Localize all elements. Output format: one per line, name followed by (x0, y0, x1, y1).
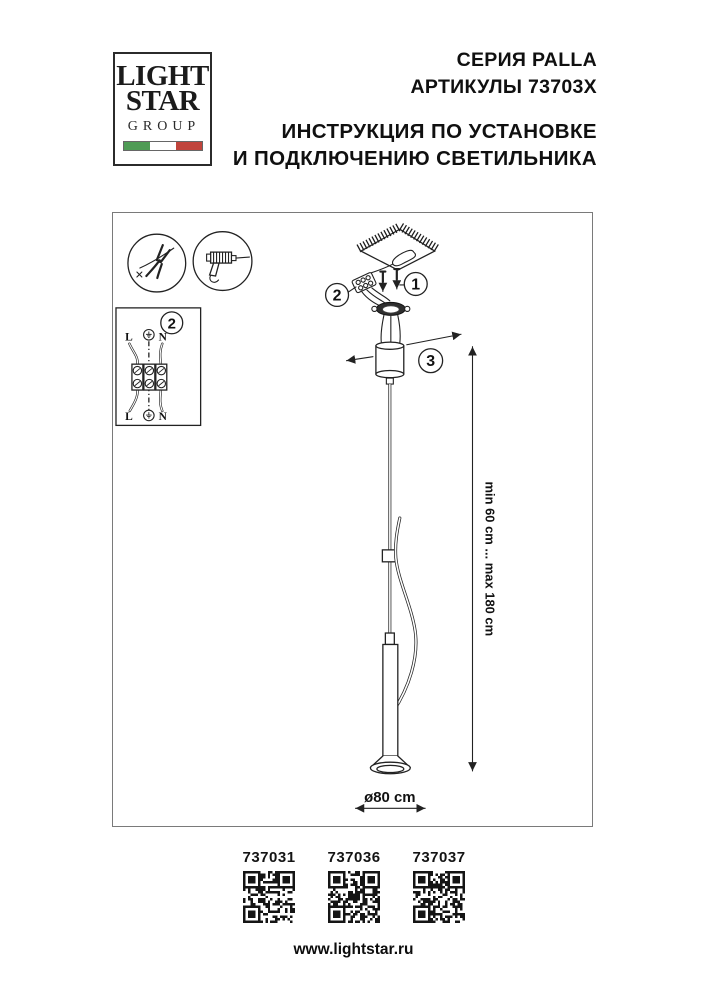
flag-white (150, 142, 176, 150)
qr-code (328, 871, 380, 923)
product-item (413, 849, 465, 923)
step-1-number: 1 (411, 276, 421, 294)
article-number: 737036 (327, 849, 381, 866)
instruction-title (233, 118, 597, 172)
height-range-label: min 60 cm ... max 180 cm (482, 481, 498, 637)
lamp-shade (370, 756, 410, 774)
instruction-title-line1: ИНСТРУКЦИЯ ПО УСТАНОВКЕ (281, 120, 597, 143)
fixing-screws (380, 269, 399, 291)
wire-label-n-top: N (158, 331, 167, 344)
product-qr-row (0, 849, 707, 923)
mounting-ring (372, 302, 410, 343)
wiring-inset (116, 308, 201, 426)
drill-icon (193, 232, 252, 291)
series-title: СЕРИЯ PALLA (456, 49, 597, 71)
product-item (328, 849, 380, 923)
flag-red (176, 142, 202, 150)
wire-label-l-bottom: L (125, 410, 133, 423)
terminal-block (132, 364, 167, 390)
installation-diagram-frame (112, 212, 593, 827)
ground-symbol-top-icon (144, 329, 155, 340)
step-2-badge (326, 283, 356, 306)
canopy-arrow-left (347, 357, 373, 361)
canopy-arrow-right (407, 334, 461, 344)
article-number: 737037 (412, 849, 466, 866)
lamp-tube (383, 633, 398, 756)
cord-adjuster (382, 550, 395, 562)
logo-word-group: GROUP (127, 119, 201, 134)
step-1-badge (400, 273, 427, 296)
step-2-number: 2 (332, 287, 342, 305)
canopy (347, 334, 462, 384)
logo-word-light: LIGHT (116, 60, 209, 92)
step-2-number-inset: 2 (167, 315, 176, 333)
mains-wire-loop (393, 250, 416, 266)
terminal-connector (352, 272, 390, 306)
website-url: www.lightstar.ru (293, 941, 414, 958)
installation-diagram (113, 213, 592, 826)
articles-title: АРТИКУЛЫ 73703X (410, 76, 597, 98)
italian-flag-icon (123, 141, 203, 151)
dimension-height (472, 347, 497, 771)
logo-word-star: STAR (125, 85, 200, 117)
product-item (243, 849, 295, 923)
instruction-title-line2: И ПОДКЛЮЧЕНИЮ СВЕТИЛЬНИКА (232, 147, 597, 170)
step-3-number: 3 (426, 353, 436, 371)
step-3-badge (419, 349, 443, 373)
qr-code (243, 871, 295, 923)
header-text (233, 47, 597, 172)
diameter-label: ø80 cm (364, 788, 416, 806)
ground-symbol-bottom-icon (144, 410, 155, 421)
wire-stripper-icon (128, 234, 186, 292)
lightstar-logo (113, 52, 212, 166)
dimension-diameter (355, 789, 425, 808)
wire-label-l-top: L (125, 331, 133, 344)
qr-code (413, 871, 465, 923)
wire-label-n-bottom: N (158, 410, 167, 423)
flag-green (124, 142, 150, 150)
article-number: 737031 (242, 849, 296, 866)
